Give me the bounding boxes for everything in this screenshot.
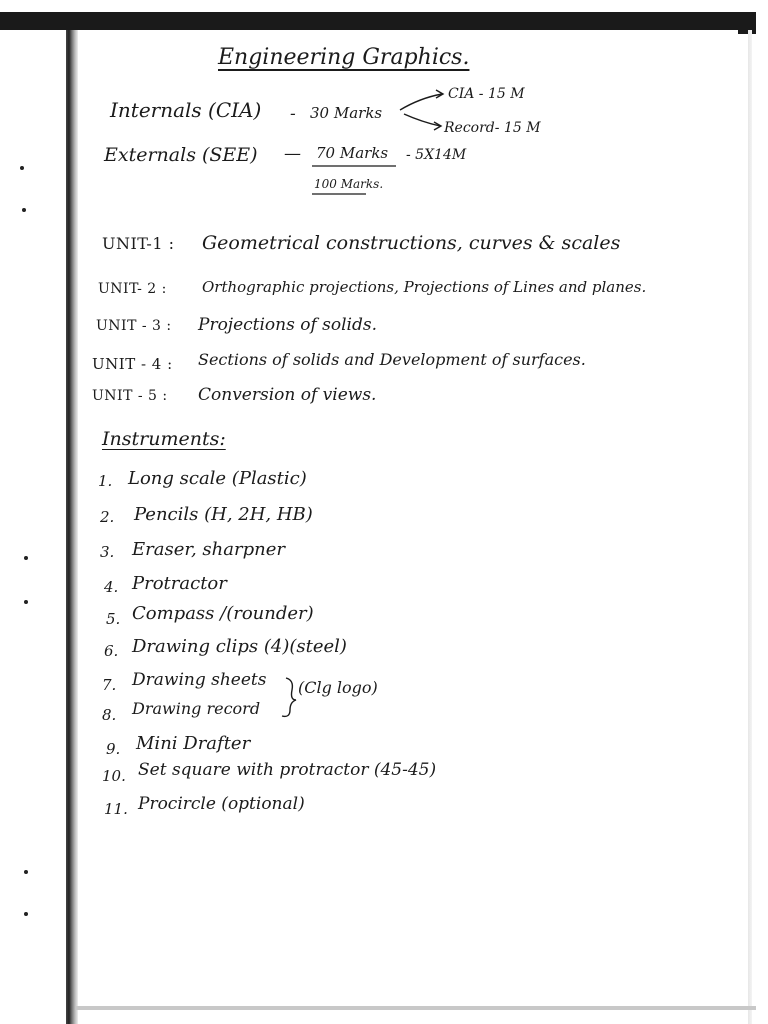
- instrument-number: 10.: [102, 767, 126, 785]
- instrument-item: Long scale (Plastic): [128, 468, 307, 489]
- externals-total: 100 Marks.: [314, 177, 384, 191]
- arrow-to-cia: [400, 94, 442, 110]
- unit-3-label: UNIT - 3 :: [96, 318, 172, 334]
- instrument-item: Mini Drafter: [136, 733, 251, 754]
- instrument-number: 11.: [104, 800, 128, 818]
- instruments-heading: Instruments:: [102, 428, 226, 450]
- unit-4-title: Sections of solids and Development of surfaces.: [198, 350, 586, 369]
- unit-1-title: Geometrical constructions, curves & scales: [202, 232, 621, 254]
- margin-dot: [24, 556, 28, 560]
- margin-dot: [24, 600, 28, 604]
- arrow-head: [436, 90, 443, 98]
- instrument-number: 9.: [106, 740, 121, 758]
- margin-dot: [22, 208, 26, 212]
- instrument-number: 4.: [104, 578, 119, 596]
- page-right-corner: [738, 12, 756, 34]
- unit-3-title: Projections of solids.: [198, 315, 378, 335]
- internals-cia: CIA - 15 M: [448, 86, 525, 102]
- instrument-item: Compass /(rounder): [132, 603, 314, 624]
- instrument-number: 6.: [104, 642, 119, 660]
- externals-label: Externals (SEE): [104, 144, 258, 166]
- instrument-item: Procircle (optional): [138, 794, 305, 814]
- instrument-item: Protractor: [132, 573, 227, 594]
- unit-2-title: Orthographic projections, Projections of Lines and planes.: [202, 278, 647, 296]
- instrument-number: 8.: [102, 706, 117, 724]
- page-right-edge: [748, 30, 752, 1024]
- instrument-item: Drawing clips (4)(steel): [132, 636, 347, 657]
- externals-marks: 70 Marks: [316, 144, 389, 162]
- unit-2-label: UNIT- 2 :: [98, 281, 167, 297]
- arrow-head: [434, 122, 441, 130]
- margin-dot: [20, 166, 24, 170]
- internals-record: Record- 15 M: [444, 120, 541, 136]
- page-bottom-edge: [76, 1006, 756, 1010]
- externals-dash: —: [284, 144, 301, 164]
- arrow-to-record: [404, 114, 440, 126]
- unit-5-title: Conversion of views.: [198, 385, 377, 405]
- unit-4-label: UNIT - 4 :: [92, 355, 173, 373]
- unit-1-label: UNIT-1 :: [102, 234, 175, 253]
- instrument-number: 2.: [100, 508, 115, 526]
- externals-split: - 5X14M: [406, 147, 467, 163]
- instrument-number: 1.: [98, 472, 113, 490]
- instrument-item: Drawing sheets: [132, 670, 267, 690]
- page-title: Engineering Graphics.: [218, 45, 470, 70]
- instrument-item: Drawing record: [132, 699, 261, 718]
- instrument-number: 7.: [102, 676, 117, 694]
- instrument-item: Set square with protractor (45-45): [138, 760, 437, 780]
- margin-dot: [24, 912, 28, 916]
- page-top-border: [0, 12, 756, 30]
- instrument-number: 3.: [100, 543, 115, 561]
- internals-label: Internals (CIA): [110, 98, 262, 122]
- internals-marks: 30 Marks: [310, 104, 383, 122]
- unit-5-label: UNIT - 5 :: [92, 388, 168, 404]
- instrument-item: Pencils (H, 2H, HB): [134, 504, 313, 525]
- instrument-item: Eraser, sharpner: [132, 539, 285, 560]
- bracket-icon: [282, 678, 296, 716]
- instrument-number: 5.: [106, 610, 121, 628]
- notebook-binding: [66, 30, 78, 1024]
- internals-dash: -: [290, 104, 296, 124]
- margin-dot: [24, 870, 28, 874]
- clg-logo-note: (Clg logo): [298, 678, 378, 697]
